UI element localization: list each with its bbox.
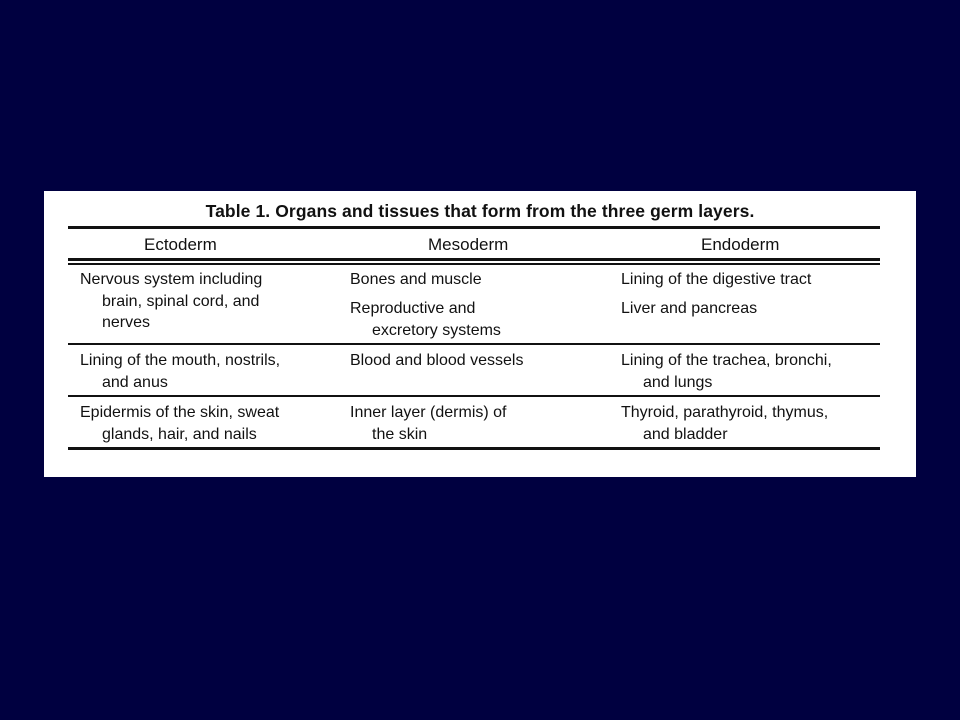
table-cell-row3-endoderm (621, 402, 828, 445)
table-cell-row3-ectoderm (80, 402, 279, 445)
cell-line: Lining of the mouth, nostrils, (80, 352, 281, 369)
title-rule (68, 226, 880, 229)
table-bottom-rule (68, 447, 880, 450)
cell-line: brain, spinal cord, and (102, 292, 260, 310)
cell-line: glands, hair, and nails (102, 425, 257, 443)
table-cell-row1-endoderm-a (621, 269, 811, 291)
header-rule-top (68, 258, 880, 261)
cell-line: Lining of the digestive tract (621, 271, 812, 288)
column-header-mesoderm: Mesoderm (428, 235, 509, 254)
cell-line: Epidermis of the skin, sweat (80, 404, 280, 421)
cell-line: the skin (372, 425, 428, 443)
cell-line: Nervous system including (80, 271, 263, 288)
cell-line: Inner layer (dermis) of (350, 404, 507, 421)
cell-line: and bladder (643, 425, 728, 443)
column-header-endoderm: Endoderm (701, 235, 780, 254)
header-rule-bottom (68, 263, 880, 265)
table-cell-row1-ectoderm (80, 269, 262, 334)
row-divider (68, 395, 880, 397)
table-cell-row2-ectoderm (80, 350, 280, 393)
cell-line: Reproductive and (350, 300, 476, 317)
cell-line: nerves (102, 314, 151, 331)
table-panel (44, 191, 916, 477)
cell-line: and anus (102, 373, 168, 391)
cell-line: Bones and muscle (350, 271, 482, 288)
table-cell-row2-mesoderm (350, 350, 523, 372)
column-header-ectoderm: Ectoderm (144, 235, 217, 254)
table-cell-row1-mesoderm-a (350, 269, 482, 291)
table-title: Table 1. Organs and tissues that form from the three germ layers. (205, 201, 755, 221)
cell-line: Blood and blood vessels (350, 352, 524, 369)
table-cell-row1-mesoderm-b (350, 298, 501, 341)
cell-line: Lining of the trachea, bronchi, (621, 352, 832, 369)
cell-line: and lungs (643, 373, 713, 391)
table-cell-row1-endoderm-b (621, 298, 757, 320)
cell-line: Liver and pancreas (621, 300, 758, 317)
cell-line: excretory systems (372, 321, 501, 339)
table-cell-row2-endoderm (621, 350, 832, 393)
row-divider (68, 343, 880, 345)
table-cell-row3-mesoderm (350, 402, 507, 445)
cell-line: Thyroid, parathyroid, thymus, (621, 404, 829, 421)
